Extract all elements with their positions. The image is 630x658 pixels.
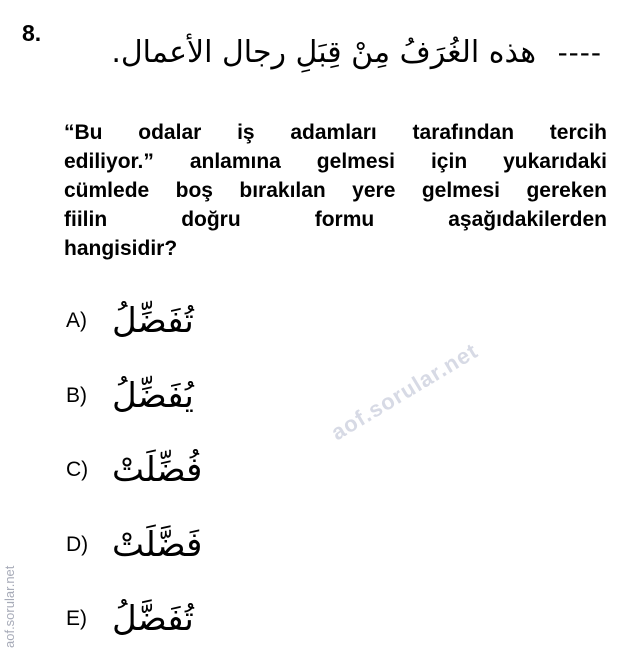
question-number: 8. [22,20,42,46]
option-letter: D) [66,532,89,556]
option-a[interactable] [66,284,366,359]
option-text: فُضِّلَتْ [112,450,203,491]
option-c[interactable] [66,433,366,508]
option-letter: C) [66,458,89,482]
option-b[interactable] [66,359,366,434]
option-text: يُفَضِّلُ [112,375,194,416]
option-letter: B) [66,383,87,407]
option-text: فَضَّلَتْ [112,524,203,565]
arabic-sentence-text: هذه الغُرَفُ مِنْ قِبَلِ رجال الأعمال. [111,35,537,70]
question-line: “Bu odalar iş adamları tarafından tercih [64,121,607,144]
question-line: ediliyor.” anlamına gelmesi için yukarıdaki [64,150,607,173]
question-line: cümlede boş bırakılan yere gelmesi gereken [64,179,607,202]
answer-options [66,284,366,657]
option-d[interactable] [66,508,366,583]
question-text [64,118,607,263]
option-text: تُفَضِّلُ [112,301,194,342]
blank-placeholder: ---- [557,36,602,69]
option-letter: A) [66,309,87,333]
option-letter: E) [66,607,87,631]
arabic-sentence [82,28,602,78]
option-text: تُفَضَّلُ [112,599,194,640]
question-line: hangisidir? [64,237,178,260]
question-line: fiilin doğru formu aşağıdakilerden [64,208,607,231]
watermark-side: aof.sorular.net [2,565,17,648]
option-e[interactable] [66,582,366,657]
watermark-diagonal: aof.sorular.net [326,337,483,446]
